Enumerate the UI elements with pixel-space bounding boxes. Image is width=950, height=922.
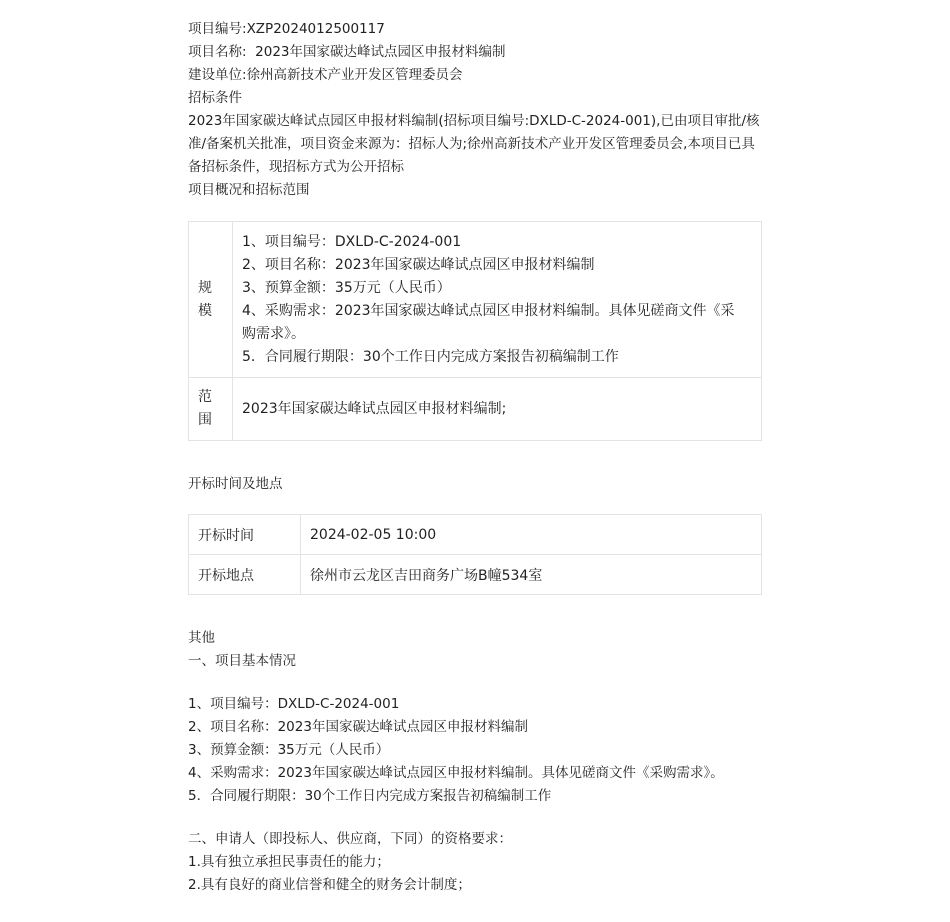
basic-info-heading: 一、项目基本情况 xyxy=(188,653,296,669)
other-heading: 其他 xyxy=(188,630,215,646)
scale-item: 5．合同履行期限：30个工作日内完成方案报告初稿编制工作 xyxy=(242,349,619,365)
range-label-cell xyxy=(189,378,233,441)
basic-info-item: 2、项目名称：2023年国家碳达峰试点园区申报材料编制 xyxy=(188,719,528,735)
opening-time-row xyxy=(189,515,762,555)
project-number-line xyxy=(188,18,762,41)
opening-time-label: 开标时间 xyxy=(189,515,301,555)
basic-info-item: 3、预算金额：35万元（人民币） xyxy=(188,742,390,758)
project-number-label: 项目编号: xyxy=(188,21,247,37)
qualification-heading: 二、申请人（即投标人、供应商，下同）的资格要求： xyxy=(188,831,512,847)
project-name-value: 2023年国家碳达峰试点园区申报材料编制 xyxy=(255,44,506,60)
bidding-conditions-text: 2023年国家碳达峰试点园区申报材料编制(招标项目编号:DXLD-C-2024-001),已由项目审批/核准/备案机关批准，项目资金来源为：招标人为;徐州高新技术产业开发区管理委员会,本项目已具备招标条件，现招标方式为公开招标 xyxy=(188,113,760,175)
spacer xyxy=(188,673,762,693)
range-text-cell: 2023年国家碳达峰试点园区申报材料编制; xyxy=(233,378,762,441)
scale-item: 1、项目编号：DXLD-C-2024-001 xyxy=(242,234,462,250)
scale-item: 3、预算金额：35万元（人民币） xyxy=(242,280,451,296)
qualification-item: 2.具有良好的商业信誉和健全的财务会计制度； xyxy=(188,877,471,893)
basic-info-item: 1、项目编号：DXLD-C-2024-001 xyxy=(188,696,400,712)
opening-place-row xyxy=(189,555,762,595)
project-name-label: 项目名称: xyxy=(188,44,247,60)
scale-items-cell xyxy=(233,222,762,378)
spacer xyxy=(188,808,762,828)
range-label: 范围 xyxy=(198,389,212,428)
project-number-value: XZP2024012500117 xyxy=(246,21,385,37)
opening-table xyxy=(188,514,762,595)
opening-place-label: 开标地点 xyxy=(189,555,301,595)
builder-value: 徐州高新技术产业开发区管理委员会 xyxy=(246,67,463,83)
scale-item: 4、采购需求：2023年国家碳达峰试点园区申报材料编制。具体见磋商文件《采购需求》。 xyxy=(242,303,735,342)
basic-info-item: 5．合同履行期限：30个工作日内完成方案报告初稿编制工作 xyxy=(188,788,552,804)
opening-place-value: 徐州市云龙区吉田商务广场B幢534室 xyxy=(301,555,762,595)
scale-label: 规模 xyxy=(198,279,212,319)
opening-time-value: 2024-02-05 10:00 xyxy=(301,515,762,555)
basic-info-item: 4、采购需求：2023年国家碳达峰试点园区申报材料编制。具体见磋商文件《采购需求》。 xyxy=(188,765,724,781)
scale-row xyxy=(189,222,762,378)
project-name-line xyxy=(188,41,762,64)
range-row xyxy=(189,378,762,441)
bidding-conditions-heading: 招标条件 xyxy=(188,90,242,106)
scale-item: 2、项目名称：2023年国家碳达峰试点园区申报材料编制 xyxy=(242,257,595,273)
builder-line xyxy=(188,64,762,87)
opening-heading: 开标时间及地点 xyxy=(188,476,283,492)
builder-label: 建设单位: xyxy=(188,67,247,83)
scope-table xyxy=(188,221,762,441)
qualification-item: 1.具有独立承担民事责任的能力； xyxy=(188,854,390,870)
announcement-content xyxy=(188,18,762,897)
overview-heading: 项目概况和招标范围 xyxy=(188,182,310,198)
scale-label-cell xyxy=(189,222,233,378)
